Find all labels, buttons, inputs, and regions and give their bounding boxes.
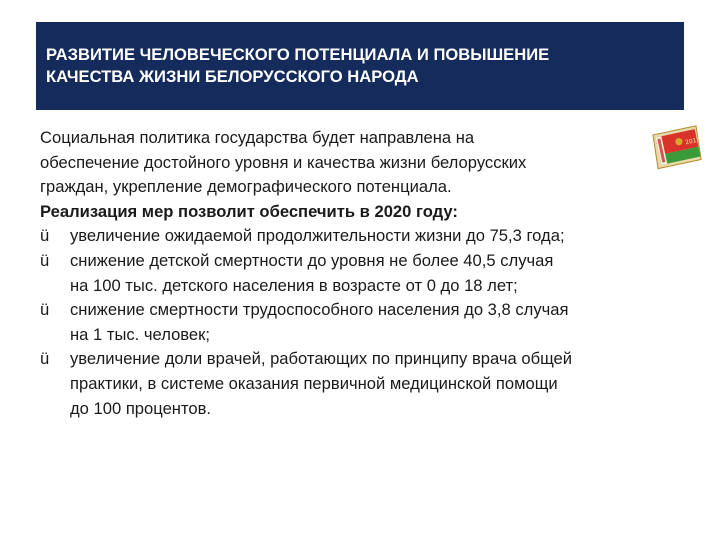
item-line: на 100 тыс. детского населения в возрасте от 0 до 18 лет;	[70, 275, 518, 295]
item-line: снижение детской смертности до уровня не более 40,5 случая	[70, 250, 554, 270]
main-text	[40, 126, 690, 421]
flag-year-label: 2015	[684, 136, 701, 147]
item-line: снижение смертности трудоспособного населения до 3,8 случая	[70, 300, 569, 320]
intro-line-1: Социальная политика государства будет направлена на	[40, 128, 475, 147]
check-icon: ü	[40, 226, 50, 246]
item-line: увеличение ожидаемой продолжительности жизни до 75,3 года;	[70, 226, 565, 246]
title-banner	[36, 22, 684, 110]
list-item	[40, 224, 690, 249]
item-line: до 100 процентов.	[70, 398, 212, 418]
item-line: практики, в системе оказания первичной медицинской помощи	[70, 373, 558, 393]
list-item	[40, 298, 690, 347]
item-line: на 1 тыс. человек;	[70, 324, 211, 344]
page-title	[46, 44, 676, 88]
intro-line-2: обеспечение достойного уровня и качества жизни белорусских	[40, 152, 527, 172]
title-line-2: КАЧЕСТВА ЖИЗНИ БЕЛОРУССКОГО НАРОДА	[46, 67, 419, 86]
check-icon: ü	[40, 250, 50, 270]
title-line-1: РАЗВИТИЕ ЧЕЛОВЕЧЕСКОГО ПОТЕНЦИАЛА И ПОВЫШЕНИЕ	[46, 45, 550, 64]
check-icon: ü	[40, 300, 50, 320]
item-line: увеличение доли врачей, работающих по принципу врача общей	[70, 349, 573, 369]
list-item	[40, 249, 690, 298]
intro-paragraph	[40, 126, 690, 200]
goals-list	[40, 224, 690, 421]
check-icon: ü	[40, 349, 50, 369]
list-item	[40, 347, 690, 421]
subheading: Реализация мер позволит обеспечить в 2020 году:	[40, 201, 458, 221]
intro-line-3: граждан, укрепление демографического потенциала.	[40, 177, 452, 197]
